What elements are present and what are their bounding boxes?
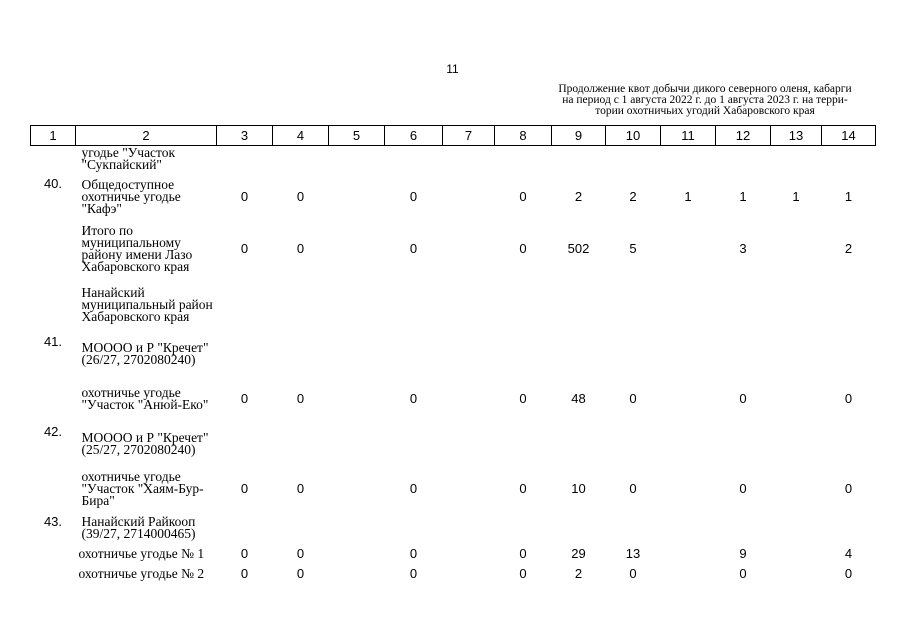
value-cell-col-10 (606, 278, 661, 332)
value-cell-col-12 (716, 512, 771, 544)
value-cell-col-3: 0 (240, 546, 249, 561)
value-cell-col-5 (329, 422, 385, 466)
value-cell-col-9: 29 (571, 546, 586, 561)
value-cell-col-7 (443, 332, 495, 376)
value-cell-col-14 (822, 422, 876, 466)
column-header-11: 11 (661, 126, 716, 146)
value-cell-col-12: 0 (739, 566, 747, 581)
value-cell-col-6 (385, 332, 443, 376)
value-cell-col-11 (661, 220, 716, 278)
row-name-cell: охотничье угодье "Участок "Анюй-Еко" (81, 384, 209, 412)
value-cell-col-4: 0 (296, 241, 305, 256)
value-cell-col-9 (552, 512, 606, 544)
row-number-cell: 42. (43, 423, 63, 439)
column-header-5: 5 (329, 126, 385, 146)
value-cell-col-6: 0 (409, 546, 418, 561)
value-cell-col-3 (217, 332, 273, 376)
value-cell-col-8 (495, 278, 552, 332)
value-cell-col-13 (771, 220, 822, 278)
value-cell-col-13 (771, 512, 822, 544)
value-cell-col-3: 0 (240, 481, 249, 496)
row-number-cell (31, 544, 76, 564)
value-cell-col-7 (443, 146, 495, 174)
value-cell-col-9 (552, 422, 606, 466)
value-cell-col-7 (443, 376, 495, 422)
value-cell-col-14 (822, 512, 876, 544)
row-name-cell: охотничье угодье № 1 (78, 545, 205, 561)
row-number-cell (31, 220, 76, 278)
value-cell-col-5 (329, 564, 385, 584)
row-number-cell: 43. (43, 513, 63, 529)
value-cell-col-4 (273, 422, 329, 466)
table-row (31, 220, 876, 278)
value-cell-col-7 (443, 422, 495, 466)
value-cell-col-13 (771, 564, 822, 584)
value-cell-col-12: 9 (739, 546, 747, 561)
value-cell-col-12: 0 (739, 391, 747, 406)
value-cell-col-9 (552, 146, 606, 174)
value-cell-col-3 (217, 278, 273, 332)
value-cell-col-5 (329, 146, 385, 174)
value-cell-col-14: 1 (844, 189, 853, 204)
row-name-cell: Общедоступное охотничье угодье "Кафэ" (81, 176, 181, 216)
value-cell-col-6 (385, 422, 443, 466)
column-header-3: 3 (217, 126, 273, 146)
value-cell-col-10: 2 (629, 189, 637, 204)
value-cell-col-5 (329, 332, 385, 376)
value-cell-col-12 (716, 422, 771, 466)
value-cell-col-6: 0 (409, 566, 418, 581)
value-cell-col-3: 0 (240, 391, 249, 406)
column-header-1: 1 (31, 126, 76, 146)
value-cell-col-4 (273, 146, 329, 174)
value-cell-col-4: 0 (296, 391, 305, 406)
column-header-9: 9 (552, 126, 606, 146)
value-cell-col-11 (661, 376, 716, 422)
value-cell-col-8 (495, 422, 552, 466)
row-name-cell: Нанайский муниципальный район Хабаровского края (81, 284, 213, 324)
value-cell-col-10 (606, 146, 661, 174)
value-cell-col-14: 0 (844, 481, 853, 496)
value-cell-col-5 (329, 544, 385, 564)
value-cell-col-10: 13 (625, 546, 641, 561)
value-cell-col-9: 10 (571, 481, 586, 496)
value-cell-col-14: 0 (844, 391, 853, 406)
value-cell-col-9 (552, 278, 606, 332)
value-cell-col-8 (495, 332, 552, 376)
value-cell-col-5 (329, 220, 385, 278)
value-cell-col-11 (661, 466, 716, 512)
value-cell-col-11 (661, 278, 716, 332)
value-cell-col-11: 1 (684, 189, 692, 204)
value-cell-col-8 (495, 146, 552, 174)
value-cell-col-5 (329, 278, 385, 332)
value-cell-col-14: 4 (844, 546, 853, 561)
column-header-10: 10 (606, 126, 661, 146)
table-caption (535, 84, 875, 117)
value-cell-col-12: 3 (739, 241, 747, 256)
table-row (31, 564, 876, 584)
value-cell-col-11 (661, 422, 716, 466)
value-cell-col-10 (606, 512, 661, 544)
value-cell-col-8: 0 (519, 189, 527, 204)
value-cell-col-6: 0 (409, 391, 418, 406)
column-header-6: 6 (385, 126, 443, 146)
value-cell-col-11 (661, 332, 716, 376)
value-cell-col-7 (443, 564, 495, 584)
value-cell-col-8: 0 (519, 546, 527, 561)
row-name-cell: угодье "Участок "Сукпайский" (81, 144, 176, 172)
value-cell-col-6: 0 (409, 189, 418, 204)
value-cell-col-14: 0 (844, 566, 853, 581)
column-header-7: 7 (443, 126, 495, 146)
value-cell-col-7 (443, 174, 495, 220)
value-cell-col-14 (822, 146, 876, 174)
value-cell-col-5 (329, 512, 385, 544)
table-row (31, 146, 876, 174)
caption-line: на период с 1 августа 2022 г. до 1 августа 2023 г. на терри- (562, 94, 848, 106)
column-header-4: 4 (273, 126, 329, 146)
row-number-cell (31, 466, 76, 512)
value-cell-col-4: 0 (296, 189, 305, 204)
value-cell-col-10: 5 (629, 241, 637, 256)
value-cell-col-12 (716, 278, 771, 332)
value-cell-col-7 (443, 278, 495, 332)
column-header-8: 8 (495, 126, 552, 146)
table-row (31, 332, 876, 376)
value-cell-col-7 (443, 220, 495, 278)
row-number-cell (31, 564, 76, 584)
value-cell-col-11 (661, 544, 716, 564)
value-cell-col-12 (716, 332, 771, 376)
caption-line: тории охотничьих угодий Хабаровского края (595, 105, 815, 117)
value-cell-col-13 (771, 376, 822, 422)
value-cell-col-6 (385, 278, 443, 332)
value-cell-col-13 (771, 278, 822, 332)
column-header-13: 13 (771, 126, 822, 146)
value-cell-col-8 (495, 512, 552, 544)
table-row (31, 376, 876, 422)
column-header-14: 14 (822, 126, 876, 146)
value-cell-col-8: 0 (519, 391, 527, 406)
row-number-cell: 40. (43, 175, 63, 191)
value-cell-col-3 (217, 422, 273, 466)
value-cell-col-14 (822, 332, 876, 376)
value-cell-col-10 (606, 422, 661, 466)
table-row (31, 278, 876, 332)
value-cell-col-3: 0 (240, 189, 249, 204)
row-name-cell: охотничье угодье № 2 (78, 565, 205, 581)
quota-table (30, 125, 876, 584)
value-cell-col-7 (443, 512, 495, 544)
value-cell-col-6: 0 (409, 481, 418, 496)
value-cell-col-12: 0 (739, 481, 747, 496)
value-cell-col-11 (661, 512, 716, 544)
value-cell-col-4 (273, 278, 329, 332)
value-cell-col-9 (552, 332, 606, 376)
column-header-12: 12 (716, 126, 771, 146)
value-cell-col-5 (329, 174, 385, 220)
row-number-cell (31, 278, 76, 332)
value-cell-col-13 (771, 146, 822, 174)
value-cell-col-13 (771, 466, 822, 512)
value-cell-col-8: 0 (519, 566, 527, 581)
value-cell-col-10: 0 (629, 566, 637, 581)
table-row (31, 422, 876, 466)
value-cell-col-12: 1 (739, 189, 747, 204)
row-name-cell: МОООО и Р "Кречет" (25/27, 2702080240) (81, 429, 209, 457)
value-cell-col-6: 0 (409, 241, 418, 256)
row-number-cell (31, 146, 76, 174)
row-name-cell: Нанайский Райкооп (39/27, 2714000465) (81, 513, 196, 541)
value-cell-col-3 (217, 146, 273, 174)
value-cell-col-12 (716, 146, 771, 174)
value-cell-col-5 (329, 376, 385, 422)
value-cell-col-4: 0 (296, 546, 305, 561)
row-name-cell: Итого по муниципальному району имени Лазо Хабаровского края (81, 222, 193, 274)
value-cell-col-10 (606, 332, 661, 376)
value-cell-col-10: 0 (629, 481, 637, 496)
value-cell-col-11 (661, 564, 716, 584)
caption-line: Продолжение квот добычи дикого северного оленя, кабарги (558, 83, 852, 95)
value-cell-col-3: 0 (240, 241, 249, 256)
value-cell-col-10: 0 (629, 391, 637, 406)
row-name-cell: охотничье угодье "Участок "Хаям-Бур-Бира" (81, 468, 204, 508)
table-row (31, 512, 876, 544)
value-cell-col-14: 2 (844, 241, 853, 256)
value-cell-col-4 (273, 512, 329, 544)
value-cell-col-8: 0 (519, 241, 527, 256)
value-cell-col-13 (771, 332, 822, 376)
value-cell-col-4: 0 (296, 481, 305, 496)
value-cell-col-6 (385, 512, 443, 544)
value-cell-col-6 (385, 146, 443, 174)
page-number: 11 (446, 62, 459, 76)
value-cell-col-13 (771, 422, 822, 466)
value-cell-col-4: 0 (296, 566, 305, 581)
value-cell-col-11 (661, 146, 716, 174)
value-cell-col-7 (443, 466, 495, 512)
value-cell-col-7 (443, 544, 495, 564)
table-row (31, 174, 876, 220)
value-cell-col-9: 2 (574, 566, 583, 581)
value-cell-col-3: 0 (240, 566, 249, 581)
value-cell-col-13 (771, 544, 822, 564)
row-number-cell (31, 376, 76, 422)
value-cell-col-3 (217, 512, 273, 544)
header-row (31, 126, 876, 146)
value-cell-col-4 (273, 332, 329, 376)
value-cell-col-5 (329, 466, 385, 512)
row-number-cell: 41. (43, 333, 63, 349)
row-name-cell: МОООО и Р "Кречет" (26/27, 2702080240) (81, 339, 209, 367)
value-cell-col-9: 502 (567, 241, 590, 256)
value-cell-col-8: 0 (519, 481, 527, 496)
value-cell-col-9: 2 (574, 189, 583, 204)
table-row (31, 544, 876, 564)
value-cell-col-9: 48 (571, 391, 586, 406)
column-header-2: 2 (76, 126, 217, 146)
value-cell-col-14 (822, 278, 876, 332)
table-row (31, 466, 876, 512)
value-cell-col-13: 1 (792, 189, 800, 204)
